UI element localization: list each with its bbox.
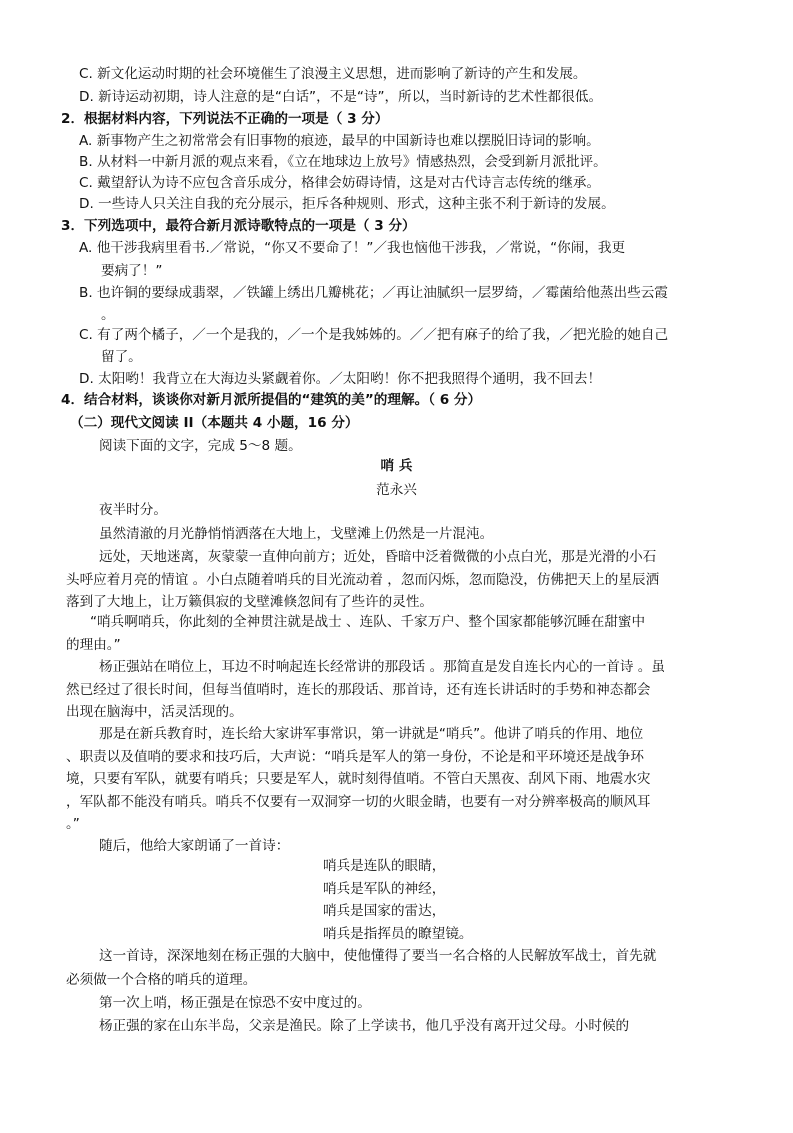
- story-line: 随后，他给大家朗诵了一首诗：: [99, 838, 290, 854]
- story-line: 那是在新兵教育时，连长给大家讲军事常识，第一讲就是“哨兵”。他讲了哨兵的作用、地位: [99, 726, 644, 742]
- q3-option-b: B. 也许铜的要绿成翡翠，／铁罐上绣出几瓣桃花；／再让油腻织一层罗绮，／霉菌给他蒸出些云霞: [79, 285, 668, 301]
- story-line: 夜半时分。: [99, 502, 167, 518]
- poem-line: 哨兵是连队的眼睛，: [323, 858, 446, 874]
- q2-option-b: B. 从材料一中新月派的观点来看，《立在地球边上放号》情感热烈，会受到新月派批评。: [79, 154, 607, 170]
- q2-option-a: A. 新事物产生之初常常会有旧事物的痕迹，最早的中国新诗也难以摆脱旧诗词的影响。: [79, 133, 600, 149]
- story-line: 落到了大地上，让万籁俱寂的戈壁滩倏忽间有了些许的灵性。: [66, 594, 434, 610]
- story-line: 出现在脑海中，活灵活现的。: [66, 704, 243, 720]
- q3-option-c: C. 有了两个橘子，／一个是我的，／一个是我姊姊的。／／把有麻子的给了我，／把光脸的她自己: [79, 327, 669, 343]
- q2-option-d: D. 一些诗人只关注自我的充分展示，拒斥各种规则、形式，这种主张不利于新诗的发展。: [79, 196, 615, 212]
- story-line: 虽然清澈的月光静悄悄洒落在大地上，戈壁滩上仍然是一片混沌。: [99, 526, 494, 542]
- section-instruction: 阅读下面的文字，完成 5～8 题。: [99, 438, 302, 454]
- story-line: 境，只要有军队，就要有哨兵；只要是军人，就时刻得值哨。不管白天黑夜、刮风下雨、地震水灾: [66, 771, 651, 787]
- story-line: 第一次上哨，杨正强是在惊恐不安中度过的。: [99, 995, 371, 1011]
- story-line: 远处，天地迷离，灰蒙蒙一直伸向前方；近处，昏暗中泛着微微的小点白光，那是光滑的小石: [99, 549, 657, 565]
- section-heading: （二）现代文阅读 II（本题共 4 小题，16 分）: [70, 415, 359, 431]
- story-line: “哨兵啊哨兵，你此刻的全神贯注就是战士 、连队、千家万户、整个国家都能够沉睡在甜蜜中: [90, 614, 646, 630]
- story-line: 头呼应着月亮的情谊 。小白点随着哨兵的目光流动着 ，忽而闪烁，忽而隐没，仿佛把天上的星辰洒: [66, 572, 660, 588]
- story-line: 然已经过了很长时间，但每当值哨时，连长的那段话、那首诗，还有连长讲话时的手势和神态都会: [66, 682, 651, 698]
- story-line: 杨正强站在哨位上，耳边不时响起连长经常讲的那段话 。那简直是发自连长内心的一首诗 。虽: [99, 659, 665, 675]
- q1-option-d: D. 新诗运动初期，诗人注意的是“白话”，不是“诗”，所以，当时新诗的艺术性都很低。: [79, 89, 603, 105]
- q4-stem: 4．结合材料，谈谈你对新月派所提倡的“建筑的美”的理解。（ 6 分）: [61, 392, 482, 408]
- q3-option-b-cont: 。: [101, 307, 115, 323]
- story-title: 哨 兵: [380, 458, 413, 474]
- story-line: 。”: [66, 816, 80, 832]
- story-line: 的理由。”: [66, 637, 121, 653]
- poem-line: 哨兵是军队的神经，: [323, 881, 446, 897]
- q3-option-d: D. 太阳哟！我背立在大海边头紧觑着你。／太阳哟！你不把我照得个通明，我不回去！: [79, 371, 602, 387]
- story-line: 杨正强的家在山东半岛，父亲是渔民。除了上学读书，他几乎没有离开过父母。小时候的: [99, 1018, 630, 1034]
- q3-option-a-cont: 要病了！”: [101, 263, 163, 279]
- story-author: 范永兴: [376, 482, 417, 498]
- q3-option-c-cont: 留了。: [101, 349, 142, 365]
- story-line: 必须做一个合格的哨兵的道理。: [66, 972, 257, 988]
- poem-line: 哨兵是国家的雷达，: [323, 903, 446, 919]
- story-line: 这一首诗，深深地刻在杨正强的大脑中，使他懂得了要当一名合格的人民解放军战士，首先就: [99, 948, 657, 964]
- q2-stem: 2．根据材料内容，下列说法不正确的一项是（ 3 分）: [61, 111, 389, 127]
- story-line: 、职责以及值哨的要求和技巧后，大声说：“哨兵是军人的第一身份，不论是和平环境还是战争环: [66, 749, 644, 765]
- q3-stem: 3．下列选项中，最符合新月派诗歌特点的一项是（ 3 分）: [61, 218, 416, 234]
- q3-option-a: A. 他干涉我病里看书.／常说，“你又不要命了！”／我也恼他干涉我，／常说，“你闹，我更: [79, 240, 626, 256]
- q1-option-c: C. 新文化运动时期的社会环境催生了浪漫主义思想，进而影响了新诗的产生和发展。: [79, 66, 587, 82]
- story-line: ，军队都不能没有哨兵。哨兵不仅要有一双洞穿一切的火眼金睛，也要有一对分辨率极高的顺风耳: [66, 794, 651, 810]
- poem-line: 哨兵是指挥员的瞭望镜。: [323, 926, 473, 942]
- q2-option-c: C. 戴望舒认为诗不应包含音乐成分，格律会妨碍诗情，这是对古代诗言志传统的继承。: [79, 175, 601, 191]
